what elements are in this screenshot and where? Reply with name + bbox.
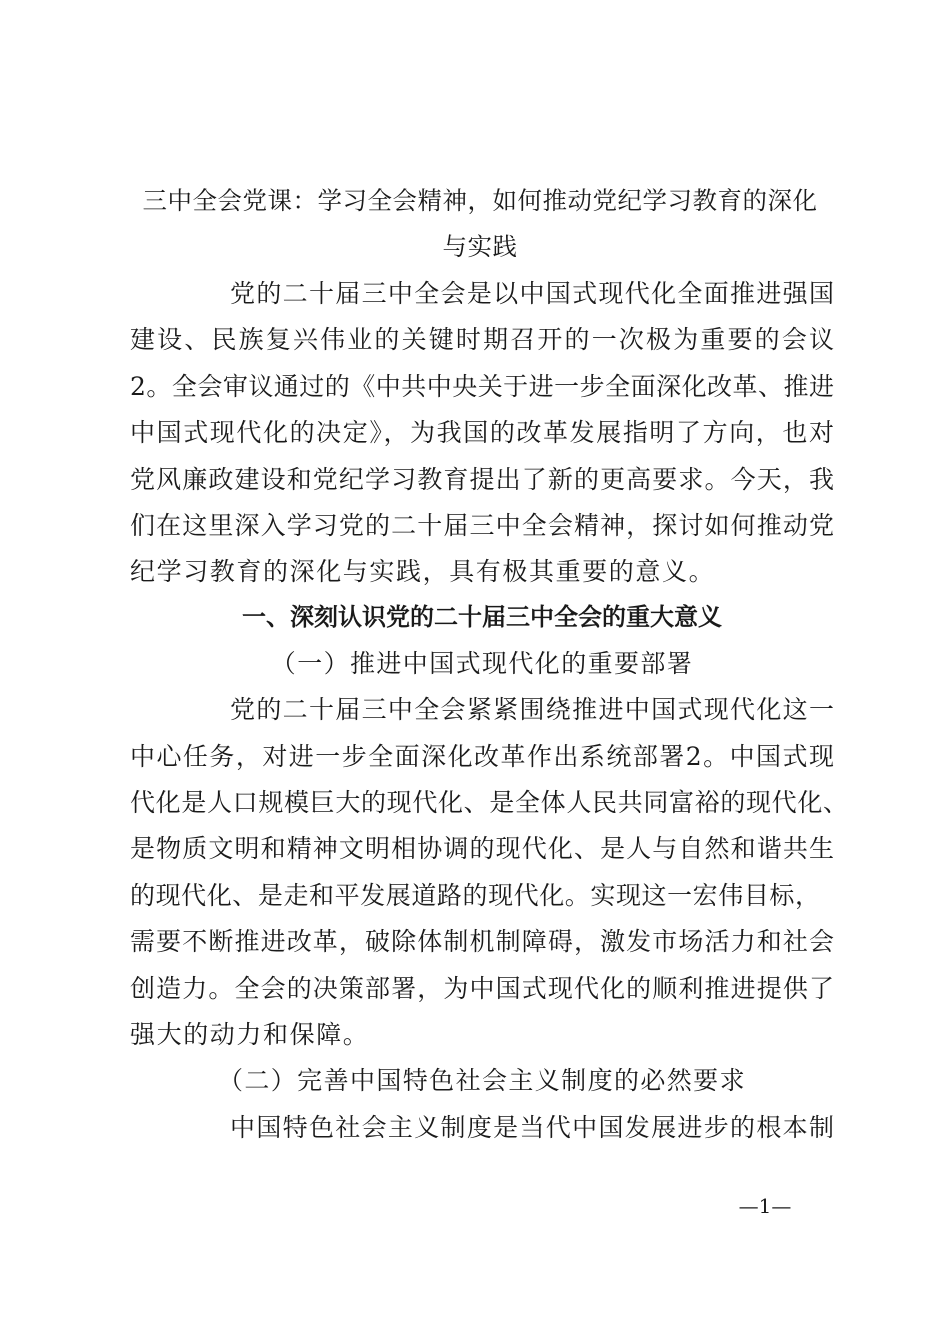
- document-title-line-2: 与实践: [442, 232, 518, 261]
- paragraph-line: 创造力。全会的决策部署，为中国式现代化的顺利推进提供了: [130, 974, 834, 1003]
- paragraph-line: 党的二十届三中全会是以中国式现代化全面推进强国: [230, 279, 834, 308]
- page-number: —1—: [738, 1194, 792, 1218]
- paragraph-line: 党的二十届三中全会紧紧围绕推进中国式现代化这一: [230, 695, 834, 724]
- paragraph-line: 中心任务，对进一步全面深化改革作出系统部署2。中国式现: [130, 742, 834, 771]
- paragraph-line: 是物质文明和精神文明相协调的现代化、是人与自然和谐共生: [130, 834, 834, 863]
- subsection-heading: （二）完善中国特色社会主义制度的必然要求: [217, 1066, 746, 1095]
- subsection-heading: （一）推进中国式现代化的重要部署: [270, 649, 694, 678]
- paragraph-line: 中国式现代化的决定》，为我国的改革发展指明了方向，也对: [130, 418, 834, 447]
- paragraph-line: 2。全会审议通过的《中共中央关于进一步全面深化改革、推进: [130, 372, 834, 401]
- paragraph-line: 代化是人口规模巨大的现代化、是全体人民共同富裕的现代化、: [130, 788, 848, 817]
- paragraph-line: 需要不断推进改革，破除体制机制障碍，激发市场活力和社会: [130, 927, 834, 956]
- paragraph-line: 党风廉政建设和党纪学习教育提出了新的更高要求。今天，我: [130, 465, 834, 494]
- paragraph-line: 中国特色社会主义制度是当代中国发展进步的根本制: [230, 1113, 834, 1142]
- paragraph-line: 建设、民族复兴伟业的关键时期召开的一次极为重要的会议: [130, 325, 834, 354]
- paragraph-line: 纪学习教育的深化与实践，具有极其重要的意义。: [130, 557, 716, 586]
- document-title-line-1: 三中全会党课：学习全会精神，如何推动党纪学习教育的深化: [142, 186, 818, 215]
- paragraph-line: 强大的动力和保障。: [130, 1020, 370, 1049]
- paragraph-line: 的现代化、是走和平发展道路的现代化。实现这一宏伟目标，: [130, 881, 820, 910]
- paragraph-line: 们在这里深入学习党的二十届三中全会精神，探讨如何推动党: [130, 511, 834, 540]
- section-heading: 一、深刻认识党的二十届三中全会的重大意义: [242, 603, 722, 631]
